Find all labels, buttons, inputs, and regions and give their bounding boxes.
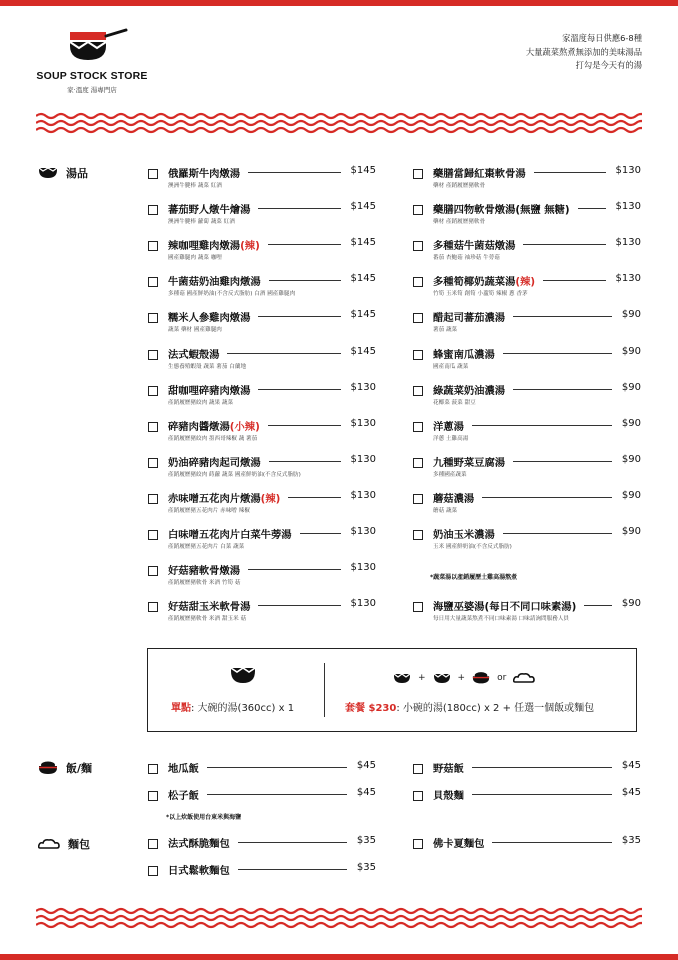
availability-checkbox[interactable]	[148, 530, 158, 540]
item-price: $130	[615, 273, 641, 285]
item-price: $90	[621, 345, 641, 357]
availability-checkbox[interactable]	[148, 205, 158, 215]
availability-checkbox[interactable]	[148, 169, 158, 179]
item-price: $35	[621, 835, 641, 846]
item-price: $130	[350, 489, 376, 501]
availability-checkbox[interactable]	[148, 566, 158, 576]
item-price: $130	[350, 417, 376, 429]
item-name	[168, 454, 261, 469]
top-red-bar	[0, 0, 678, 6]
tagline-line: 大量蔬菜熬煮無添加的美味湯品	[525, 46, 642, 57]
item-name	[433, 760, 464, 775]
availability-checkbox[interactable]	[148, 458, 158, 468]
menu-item[interactable]	[413, 788, 641, 818]
rice-bowl-icon	[38, 761, 58, 775]
item-name-text: 松子飯	[168, 790, 199, 802]
availability-checkbox[interactable]	[413, 241, 423, 251]
item-price: $145	[350, 309, 376, 321]
item-name-text: 俄羅斯牛肉燉湯	[168, 168, 241, 180]
item-price: $90	[621, 598, 641, 609]
menu-item[interactable]	[413, 310, 641, 340]
item-ingredients: 產銷履歷豬絞肉 蒔蘿 蔬菜 國產鮮奶油(不含反式脂肪)	[168, 471, 301, 478]
availability-checkbox[interactable]	[148, 866, 158, 876]
item-ingredients: 澳洲牛腱棒 蘿蔔 蔬菜 紅酒	[168, 219, 235, 226]
availability-checkbox[interactable]	[413, 839, 423, 849]
menu-item[interactable]	[413, 202, 641, 232]
item-price: $90	[621, 526, 641, 537]
item-name-text: 好菇豬軟骨燉湯	[168, 565, 241, 578]
menu-item[interactable]	[413, 274, 641, 304]
item-price: $130	[350, 562, 376, 574]
item-name	[433, 418, 464, 433]
item-name-text: 貝殼麵	[433, 790, 464, 802]
item-ingredients: 產銷履歷豬絞肉 墨西哥辣椒 蔬 薯茄	[168, 435, 258, 442]
availability-checkbox[interactable]	[413, 205, 423, 215]
menu-item[interactable]	[413, 455, 641, 485]
item-price: $45	[356, 787, 376, 798]
availability-checkbox[interactable]	[148, 313, 158, 323]
item-price: $130	[350, 381, 376, 393]
section-rice	[38, 760, 92, 776]
item-name-text: 奶油玉米濃湯	[433, 529, 495, 541]
menu-item[interactable]	[148, 491, 376, 521]
availability-checkbox[interactable]	[148, 494, 158, 504]
item-ingredients: 產銷履歷豬軟骨 米酒 竹筍 菇	[168, 580, 241, 587]
menu-item[interactable]	[148, 563, 376, 593]
plus-sign: +	[457, 673, 466, 683]
item-name-text: 蜂蜜南瓜濃湯	[433, 348, 495, 361]
item-price: $35	[356, 862, 376, 873]
item-name-text: 綠蔬菜奶油濃湯	[433, 384, 506, 397]
item-ingredients: 蘑菇 蔬菜	[433, 507, 458, 514]
item-name	[168, 273, 261, 288]
item-price: $45	[356, 760, 376, 771]
leader-line	[248, 172, 341, 173]
item-name	[433, 526, 495, 541]
availability-checkbox[interactable]	[148, 791, 158, 801]
availability-checkbox[interactable]	[413, 313, 423, 323]
availability-checkbox[interactable]	[413, 764, 423, 774]
item-price: $130	[615, 237, 641, 249]
item-ingredients: 番茄 杏鮑菇 袖珍菇 牛蒡菇	[433, 255, 500, 262]
item-name-text: 多種菇牛菌菇燉湯	[433, 240, 516, 253]
item-name	[433, 165, 526, 180]
tagline	[526, 32, 642, 73]
combo-icons	[393, 671, 535, 685]
availability-checkbox[interactable]	[148, 602, 158, 612]
item-name	[433, 787, 464, 802]
menu-item[interactable]	[148, 863, 376, 893]
menu-item[interactable]	[148, 166, 376, 196]
item-ingredients: 玉米 國產鮮奶油(不含反式脂肪)	[433, 544, 512, 550]
set-divider	[324, 663, 325, 717]
item-name	[168, 835, 230, 850]
leader-line	[258, 208, 341, 209]
item-name	[168, 165, 240, 180]
menu-item[interactable]	[413, 419, 641, 449]
item-name	[168, 562, 240, 577]
item-ingredients: 澳洲牛腱棒 蔬菜 紅酒	[168, 183, 222, 189]
item-price: $130	[615, 201, 641, 213]
item-price: $145	[350, 165, 376, 176]
leader-line	[258, 605, 341, 606]
leader-line	[238, 842, 347, 843]
leader-line	[258, 316, 341, 317]
set-meal-box	[147, 648, 637, 732]
pot-icon	[36, 28, 148, 68]
brand-subtitle: 家·溫度 湯專門店	[67, 86, 117, 94]
section-bread-title: 麵包	[68, 838, 90, 851]
section-soup	[38, 165, 88, 181]
availability-checkbox[interactable]	[413, 530, 423, 540]
leader-line	[472, 794, 612, 795]
menu-item[interactable]	[413, 347, 641, 377]
tagline-line: 家溫度每日供應6-8種	[562, 33, 642, 43]
item-name-text: 甜咖哩碎豬肉燉湯	[168, 384, 251, 397]
item-name	[433, 273, 535, 288]
section-bread	[38, 836, 90, 852]
item-name-text: 蕃茄野人燉牛燴湯	[168, 204, 251, 217]
item-price: $90	[621, 309, 641, 321]
bread-icon	[38, 838, 60, 850]
plus-sign: +	[418, 673, 426, 683]
item-name	[168, 787, 199, 802]
menu-item[interactable]	[148, 310, 376, 340]
combo-label: 套餐 $230	[345, 703, 397, 714]
item-price: $130	[350, 598, 376, 610]
menu-item[interactable]	[413, 238, 641, 268]
combo-order-text	[345, 699, 594, 714]
availability-checkbox[interactable]	[148, 241, 158, 251]
item-name	[168, 526, 292, 541]
item-name	[168, 862, 230, 877]
small-bowl-icon	[433, 673, 451, 684]
menu-item[interactable]	[148, 455, 376, 485]
item-ingredients: 多種國產蔬菜	[433, 471, 467, 478]
menu-item[interactable]	[148, 527, 376, 557]
availability-checkbox[interactable]	[148, 350, 158, 360]
large-bowl-icon	[230, 667, 256, 684]
item-name-text: 糯米人參雞肉燉湯	[168, 312, 251, 325]
item-name-text: 藥膳四物軟骨燉湯(無鹽 無糖)	[433, 204, 570, 217]
leader-line	[207, 794, 347, 795]
rice-bowl-icon	[472, 671, 490, 685]
leader-line	[288, 497, 341, 498]
or-text: or	[497, 673, 507, 683]
leader-line	[472, 767, 612, 768]
item-price: $145	[350, 273, 376, 285]
leader-line	[238, 869, 347, 870]
availability-checkbox[interactable]	[413, 277, 423, 287]
item-name	[168, 346, 219, 361]
availability-checkbox[interactable]	[413, 386, 423, 396]
availability-checkbox[interactable]	[413, 494, 423, 504]
item-name-text: 野菇飯	[433, 763, 464, 775]
leader-line	[248, 569, 341, 570]
item-price: $90	[621, 381, 641, 393]
item-price: $90	[621, 453, 641, 465]
item-price: $130	[615, 165, 641, 176]
menu-item[interactable]	[413, 383, 641, 413]
single-order-text	[171, 699, 294, 714]
availability-checkbox[interactable]	[148, 386, 158, 396]
bread-icon	[513, 672, 535, 684]
item-ingredients: 產銷履歷豬五花肉片 赤味噌 辣椒	[168, 507, 250, 514]
item-ingredients: 洋蔥 土雞高湯	[433, 435, 469, 442]
availability-checkbox[interactable]	[148, 277, 158, 287]
availability-checkbox[interactable]	[148, 764, 158, 774]
item-price: $35	[356, 835, 376, 846]
single-label: 單點	[171, 703, 191, 714]
item-ingredients: 藥材 產銷履歷豬軟骨	[433, 183, 486, 189]
item-name	[168, 760, 199, 775]
availability-checkbox[interactable]	[148, 839, 158, 849]
availability-checkbox[interactable]	[413, 422, 423, 432]
wave-divider-top	[36, 112, 642, 134]
wave-divider-bottom	[36, 907, 642, 929]
spicy-label: (辣)	[240, 240, 260, 253]
availability-checkbox[interactable]	[148, 422, 158, 432]
menu-item[interactable]	[413, 491, 641, 521]
availability-checkbox[interactable]	[413, 791, 423, 801]
leader-line	[534, 172, 606, 173]
item-name	[168, 309, 250, 324]
menu-item[interactable]	[413, 527, 641, 557]
item-name-text: 法式蝦殼湯	[168, 348, 220, 361]
leader-line	[207, 767, 347, 768]
item-name-text: 日式鬆軟麵包	[168, 865, 230, 877]
item-name-text: 好菇甜玉米軟骨湯	[168, 601, 251, 614]
item-price: $130	[350, 526, 376, 537]
leader-line	[513, 461, 612, 462]
item-name	[168, 418, 260, 433]
menu-item[interactable]	[148, 238, 376, 268]
availability-checkbox[interactable]	[413, 169, 423, 179]
leader-line	[227, 353, 341, 354]
item-ingredients: 竹筍 玉米筍 創筍 小蘆筍 辣椒 蔥 香茅	[433, 291, 528, 298]
item-price: $90	[621, 417, 641, 429]
leader-line	[269, 461, 341, 462]
availability-checkbox[interactable]	[413, 602, 423, 612]
item-name	[433, 598, 576, 613]
item-price: $90	[621, 489, 641, 501]
item-name-text: 牛菌菇奶油雞肉燉湯	[168, 276, 261, 289]
item-name-text: 海鹽巫婆湯(每日不同口味素湯)	[433, 601, 577, 613]
item-name	[168, 201, 250, 216]
item-ingredients: 每日用大量蔬菜熬煮不同口味素湯 口味請詢問服務人員	[433, 616, 570, 622]
item-name	[168, 490, 280, 505]
spicy-label: (辣)	[260, 492, 281, 505]
spicy-label: (辣)	[515, 276, 536, 289]
item-name-text: 奶油碎豬肉起司燉湯	[168, 456, 261, 469]
spicy-label: (小辣)	[229, 420, 260, 433]
single-desc: : 大碗的湯(360cc) x 1	[191, 703, 295, 714]
menu-item[interactable]	[148, 599, 376, 629]
item-name	[433, 201, 570, 216]
menu-item[interactable]	[413, 166, 641, 196]
leader-line	[503, 353, 612, 354]
menu-item[interactable]	[148, 383, 376, 413]
leader-line	[578, 208, 606, 209]
item-price: $130	[350, 453, 376, 465]
bottom-red-bar	[0, 954, 678, 960]
item-ingredients: 生態養殖蝦殼 蔬菜 薯茄 白蘭地	[168, 363, 247, 370]
item-ingredients: 國產雞腿肉 蔬菜 咖哩	[168, 255, 222, 262]
section-soup-title: 湯品	[66, 167, 88, 180]
section-rice-title: 飯/麵	[66, 762, 93, 775]
leader-line	[523, 244, 606, 245]
item-name-text: 地瓜飯	[168, 763, 199, 775]
item-name	[168, 237, 260, 252]
item-price: $145	[350, 345, 376, 357]
leader-line	[482, 497, 612, 498]
item-name	[433, 454, 505, 469]
item-name-text: 蘑菇濃湯	[433, 492, 475, 505]
item-name-text: 佛卡夏麵包	[433, 838, 485, 850]
menu-item[interactable]	[413, 599, 641, 629]
item-name	[433, 346, 495, 361]
item-ingredients: 花椰菜 菠菜 甜豆	[433, 399, 476, 406]
item-name-text: 白味噌五花肉片白菜牛蒡湯	[168, 529, 292, 541]
item-name-text: 藥膳當歸紅棗軟骨湯	[433, 168, 526, 180]
item-ingredients: 蔬菜 藥材 國產雞腿肉	[168, 327, 222, 334]
combo-desc: : 小碗的湯(180cc) x 2 + 任選一個飯或麵包	[396, 703, 595, 714]
leader-line	[584, 605, 612, 606]
item-ingredients: 產銷履歷豬五花肉片 白菜 蔬菜	[168, 544, 245, 550]
item-name-text: 辣咖哩雞肉燉湯	[168, 240, 241, 253]
item-name	[433, 490, 474, 505]
menu-item[interactable]	[148, 202, 376, 232]
item-name	[433, 835, 484, 850]
leader-line	[258, 389, 341, 390]
item-name-text: 赤味噌五花肉片燉湯	[168, 492, 261, 505]
item-price: $45	[621, 787, 641, 798]
item-ingredients: 多種菇 國產鮮奶油(不含反式脂肪) 白酒 國產雞腿肉	[168, 291, 296, 298]
leader-line	[269, 280, 341, 281]
brand-name: SOUP STOCK STORE	[36, 70, 148, 82]
leader-line	[300, 533, 341, 534]
item-ingredients: 藥材 產銷履歷豬軟骨	[433, 219, 486, 226]
rice-note: *以上炊飯使用台東米與海鹽	[166, 814, 242, 821]
item-name-text: 醋起司蕃茄濃湯	[433, 312, 506, 325]
veg-note: *蔬菜湯以產銷履歷土雞高湯熬煮	[430, 574, 518, 581]
item-ingredients: 產銷履歷豬軟骨 米酒 甜玉米 菇	[168, 616, 247, 623]
leader-line	[472, 425, 612, 426]
leader-line	[513, 316, 612, 317]
tagline-line: 打勾是今天有的湯	[575, 60, 642, 70]
item-name	[168, 382, 250, 397]
leader-line	[543, 280, 606, 281]
leader-line	[268, 425, 341, 426]
leader-line	[513, 389, 612, 390]
small-bowl-icon	[393, 673, 411, 684]
item-price: $145	[350, 237, 376, 249]
bowl-icon	[38, 167, 58, 179]
item-price: $45	[621, 760, 641, 771]
menu-item[interactable]	[148, 274, 376, 304]
item-name-text: 多種筍椰奶蔬菜湯	[433, 276, 516, 289]
item-name	[168, 598, 250, 613]
item-name-text: 法式酥脆麵包	[168, 838, 230, 850]
item-ingredients: 國產南瓜 蔬菜	[433, 363, 469, 370]
leader-line	[268, 244, 341, 245]
availability-checkbox[interactable]	[413, 350, 423, 360]
item-ingredients: 薯茄 蔬菜	[433, 327, 458, 334]
leader-line	[492, 842, 612, 843]
menu-item[interactable]	[148, 347, 376, 377]
availability-checkbox[interactable]	[413, 458, 423, 468]
item-name-text: 九種野菜豆腐湯	[433, 456, 506, 469]
item-name-text: 碎豬肉醬燉湯	[168, 420, 230, 433]
item-name	[433, 309, 505, 324]
menu-item[interactable]	[148, 419, 376, 449]
item-name	[433, 382, 505, 397]
leader-line	[503, 533, 612, 534]
menu-item[interactable]	[413, 836, 641, 866]
item-ingredients: 產銷履歷豬絞肉 蔬果 蔬菜	[168, 399, 234, 406]
item-price: $145	[350, 201, 376, 213]
item-name	[433, 237, 515, 252]
item-name-text: 洋蔥湯	[433, 420, 464, 433]
